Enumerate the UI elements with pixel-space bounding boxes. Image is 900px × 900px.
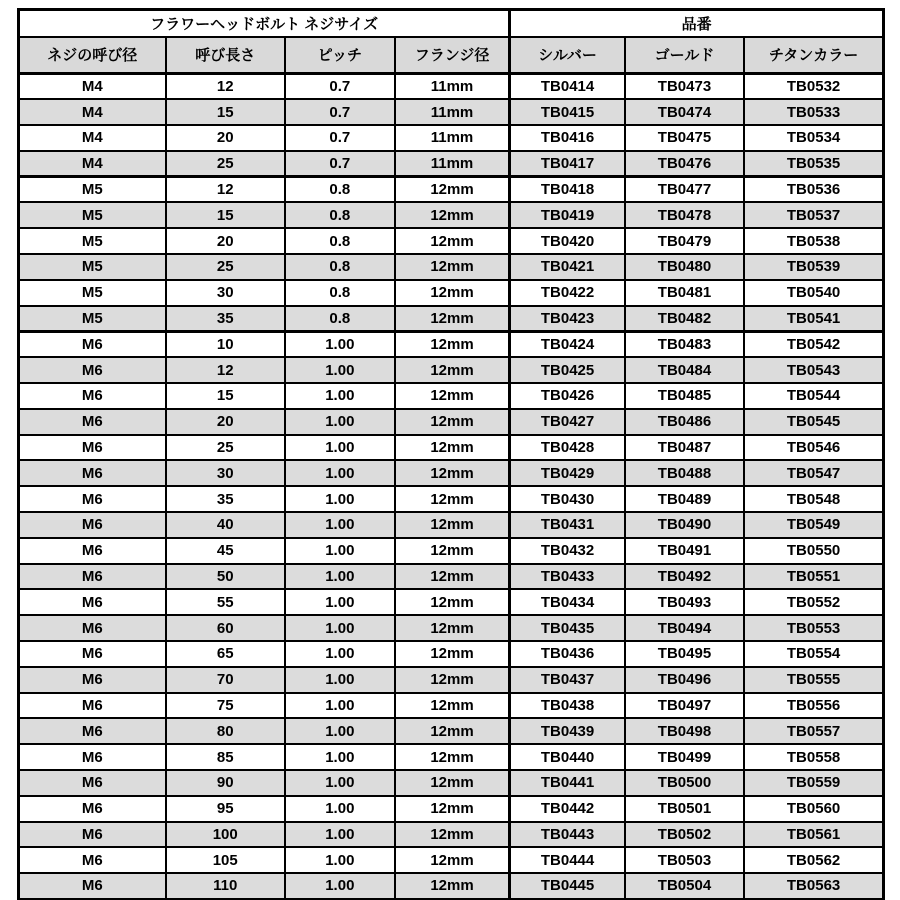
table-row <box>19 357 884 383</box>
cell-thread-size: M6 <box>19 822 166 848</box>
table-cell: TB0473 <box>625 74 744 100</box>
table-cell: 1.00 <box>285 564 395 590</box>
table-cell: TB0490 <box>625 512 744 538</box>
table-cell: 80 <box>166 718 285 744</box>
table-cell: TB0476 <box>625 151 744 177</box>
table-row <box>19 280 884 306</box>
table-cell: TB0499 <box>625 744 744 770</box>
table-cell: 1.00 <box>285 538 395 564</box>
table-cell: TB0502 <box>625 822 744 848</box>
table-row <box>19 770 884 796</box>
table-cell: TB0445 <box>510 873 625 899</box>
table-cell: 12mm <box>395 847 510 873</box>
table-cell: 12mm <box>395 306 510 332</box>
table-cell: TB0552 <box>744 589 883 615</box>
table-cell: 12mm <box>395 486 510 512</box>
cell-thread-size: M5 <box>19 280 166 306</box>
table-row <box>19 822 884 848</box>
table-cell: 0.7 <box>285 151 395 177</box>
cell-thread-size: M6 <box>19 796 166 822</box>
table-cell: TB0488 <box>625 460 744 486</box>
col-header-silver: シルバー <box>510 37 625 74</box>
table-header <box>19 10 884 74</box>
table-cell: 1.00 <box>285 667 395 693</box>
table-cell: 12mm <box>395 641 510 667</box>
table-cell: 12mm <box>395 796 510 822</box>
table-row <box>19 435 884 461</box>
cell-thread-size: M6 <box>19 589 166 615</box>
table-row <box>19 667 884 693</box>
table-cell: 11mm <box>395 151 510 177</box>
table-body <box>19 74 884 900</box>
table-cell: TB0440 <box>510 744 625 770</box>
table-cell: TB0491 <box>625 538 744 564</box>
table-row <box>19 538 884 564</box>
table-cell: TB0550 <box>744 538 883 564</box>
cell-thread-size: M5 <box>19 177 166 203</box>
table-cell: TB0444 <box>510 847 625 873</box>
cell-thread-size: M4 <box>19 151 166 177</box>
table-cell: 12mm <box>395 409 510 435</box>
table-cell: 11mm <box>395 99 510 125</box>
table-cell: TB0561 <box>744 822 883 848</box>
table-cell: TB0549 <box>744 512 883 538</box>
table-cell: TB0494 <box>625 615 744 641</box>
table-cell: 12mm <box>395 693 510 719</box>
table-cell: TB0539 <box>744 254 883 280</box>
table-cell: TB0480 <box>625 254 744 280</box>
table-cell: TB0547 <box>744 460 883 486</box>
table-row <box>19 125 884 151</box>
table-cell: 1.00 <box>285 873 395 899</box>
table-cell: 12mm <box>395 460 510 486</box>
table-cell: 12mm <box>395 177 510 203</box>
table-cell: TB0555 <box>744 667 883 693</box>
table-cell: TB0562 <box>744 847 883 873</box>
cell-thread-size: M6 <box>19 409 166 435</box>
table-cell: 12mm <box>395 770 510 796</box>
table-cell: 110 <box>166 873 285 899</box>
table-cell: TB0415 <box>510 99 625 125</box>
cell-thread-size: M6 <box>19 331 166 357</box>
table-cell: TB0548 <box>744 486 883 512</box>
table-row <box>19 383 884 409</box>
table-cell: TB0438 <box>510 693 625 719</box>
table-cell: 1.00 <box>285 615 395 641</box>
table-cell: 0.7 <box>285 125 395 151</box>
table-cell: TB0559 <box>744 770 883 796</box>
cell-thread-size: M6 <box>19 460 166 486</box>
cell-thread-size: M6 <box>19 641 166 667</box>
table-cell: TB0553 <box>744 615 883 641</box>
table-cell: 12mm <box>395 589 510 615</box>
table-cell: 12mm <box>395 254 510 280</box>
table-row <box>19 796 884 822</box>
table-row <box>19 151 884 177</box>
table-cell: TB0554 <box>744 641 883 667</box>
table-cell: TB0487 <box>625 435 744 461</box>
cell-thread-size: M5 <box>19 228 166 254</box>
table-cell: 15 <box>166 99 285 125</box>
table-row <box>19 641 884 667</box>
table-cell: 25 <box>166 254 285 280</box>
table-cell: TB0439 <box>510 718 625 744</box>
table-cell: 70 <box>166 667 285 693</box>
table-cell: 45 <box>166 538 285 564</box>
table-cell: 1.00 <box>285 512 395 538</box>
table-cell: 1.00 <box>285 744 395 770</box>
table-cell: TB0443 <box>510 822 625 848</box>
table-cell: TB0434 <box>510 589 625 615</box>
table-cell: TB0435 <box>510 615 625 641</box>
table-cell: TB0417 <box>510 151 625 177</box>
table-cell: TB0483 <box>625 331 744 357</box>
table-row <box>19 847 884 873</box>
table-cell: TB0414 <box>510 74 625 100</box>
cell-thread-size: M6 <box>19 873 166 899</box>
table-cell: 12 <box>166 74 285 100</box>
table-cell: TB0544 <box>744 383 883 409</box>
table-cell: TB0546 <box>744 435 883 461</box>
cell-thread-size: M6 <box>19 486 166 512</box>
table-cell: 1.00 <box>285 770 395 796</box>
group-header-row <box>19 10 884 37</box>
table-cell: TB0542 <box>744 331 883 357</box>
table-cell: 25 <box>166 151 285 177</box>
table-cell: TB0421 <box>510 254 625 280</box>
table-cell: 105 <box>166 847 285 873</box>
table-cell: 0.7 <box>285 99 395 125</box>
table-cell: TB0429 <box>510 460 625 486</box>
table-cell: TB0556 <box>744 693 883 719</box>
table-cell: 1.00 <box>285 641 395 667</box>
table-cell: 20 <box>166 125 285 151</box>
table-cell: TB0486 <box>625 409 744 435</box>
table-cell: 10 <box>166 331 285 357</box>
table-cell: 0.8 <box>285 228 395 254</box>
col-header-thread-diameter: ネジの呼び径 <box>19 37 166 74</box>
table-cell: TB0426 <box>510 383 625 409</box>
table-cell: TB0537 <box>744 202 883 228</box>
table-cell: TB0436 <box>510 641 625 667</box>
cell-thread-size: M6 <box>19 667 166 693</box>
table-cell: 12mm <box>395 202 510 228</box>
table-row <box>19 177 884 203</box>
table-row <box>19 228 884 254</box>
table-cell: TB0425 <box>510 357 625 383</box>
table-cell: TB0540 <box>744 280 883 306</box>
table-cell: 1.00 <box>285 357 395 383</box>
table-cell: 95 <box>166 796 285 822</box>
table-cell: 1.00 <box>285 409 395 435</box>
cell-thread-size: M4 <box>19 125 166 151</box>
cell-thread-size: M5 <box>19 306 166 332</box>
cell-thread-size: M6 <box>19 357 166 383</box>
table-cell: 12mm <box>395 744 510 770</box>
table-cell: TB0484 <box>625 357 744 383</box>
table-cell: 12mm <box>395 718 510 744</box>
table-cell: TB0437 <box>510 667 625 693</box>
cell-thread-size: M6 <box>19 564 166 590</box>
table-cell: 11mm <box>395 125 510 151</box>
table-cell: TB0442 <box>510 796 625 822</box>
table-cell: 1.00 <box>285 847 395 873</box>
table-row <box>19 409 884 435</box>
table-cell: 1.00 <box>285 693 395 719</box>
table-cell: TB0492 <box>625 564 744 590</box>
table-row <box>19 615 884 641</box>
cell-thread-size: M6 <box>19 383 166 409</box>
table-cell: 15 <box>166 202 285 228</box>
table-cell: 1.00 <box>285 822 395 848</box>
table-row <box>19 486 884 512</box>
table-cell: 30 <box>166 460 285 486</box>
table-cell: TB0504 <box>625 873 744 899</box>
table-cell: 30 <box>166 280 285 306</box>
table-cell: 12mm <box>395 435 510 461</box>
table-cell: TB0432 <box>510 538 625 564</box>
table-cell: TB0551 <box>744 564 883 590</box>
col-header-flange-diameter: フランジ径 <box>395 37 510 74</box>
table-cell: 12mm <box>395 383 510 409</box>
table-row <box>19 74 884 100</box>
table-cell: TB0489 <box>625 486 744 512</box>
table-cell: 55 <box>166 589 285 615</box>
table-cell: TB0420 <box>510 228 625 254</box>
table-cell: 11mm <box>395 74 510 100</box>
table-cell: 0.8 <box>285 280 395 306</box>
col-header-length: 呼び長さ <box>166 37 285 74</box>
table-cell: TB0424 <box>510 331 625 357</box>
table-cell: TB0418 <box>510 177 625 203</box>
cell-thread-size: M6 <box>19 538 166 564</box>
table-cell: TB0495 <box>625 641 744 667</box>
col-header-titanium-color: チタンカラー <box>744 37 883 74</box>
table-row <box>19 202 884 228</box>
table-cell: 12mm <box>395 331 510 357</box>
table-cell: TB0422 <box>510 280 625 306</box>
table-row <box>19 589 884 615</box>
table-cell: TB0503 <box>625 847 744 873</box>
table-cell: 12mm <box>395 228 510 254</box>
cell-thread-size: M5 <box>19 254 166 280</box>
cell-thread-size: M6 <box>19 693 166 719</box>
table-cell: TB0475 <box>625 125 744 151</box>
table-cell: TB0536 <box>744 177 883 203</box>
table-cell: TB0478 <box>625 202 744 228</box>
table-cell: 1.00 <box>285 383 395 409</box>
table-cell: TB0485 <box>625 383 744 409</box>
table-row <box>19 873 884 899</box>
table-cell: TB0563 <box>744 873 883 899</box>
table-row <box>19 99 884 125</box>
col-header-pitch: ピッチ <box>285 37 395 74</box>
table-row <box>19 564 884 590</box>
table-cell: 1.00 <box>285 718 395 744</box>
table-row <box>19 331 884 357</box>
table-cell: TB0533 <box>744 99 883 125</box>
table-cell: TB0498 <box>625 718 744 744</box>
table-cell: 1.00 <box>285 486 395 512</box>
table-cell: TB0496 <box>625 667 744 693</box>
table-cell: 75 <box>166 693 285 719</box>
table-cell: 1.00 <box>285 460 395 486</box>
table-cell: TB0543 <box>744 357 883 383</box>
table-cell: TB0534 <box>744 125 883 151</box>
table-cell: TB0423 <box>510 306 625 332</box>
table-cell: TB0497 <box>625 693 744 719</box>
table-cell: 0.8 <box>285 306 395 332</box>
col-header-gold: ゴールド <box>625 37 744 74</box>
table-cell: TB0532 <box>744 74 883 100</box>
table-cell: 15 <box>166 383 285 409</box>
table-cell: 1.00 <box>285 589 395 615</box>
table-cell: 60 <box>166 615 285 641</box>
table-cell: 12mm <box>395 873 510 899</box>
table-row <box>19 512 884 538</box>
cell-thread-size: M4 <box>19 99 166 125</box>
table-row <box>19 718 884 744</box>
table-row <box>19 460 884 486</box>
table-cell: 50 <box>166 564 285 590</box>
table-cell: 12 <box>166 357 285 383</box>
group-header-screw-size: フラワーヘッドボルト ネジサイズ <box>19 10 510 37</box>
table-cell: TB0431 <box>510 512 625 538</box>
cell-thread-size: M6 <box>19 718 166 744</box>
table-cell: 1.00 <box>285 796 395 822</box>
table-cell: 12mm <box>395 538 510 564</box>
table-cell: 12mm <box>395 280 510 306</box>
cell-thread-size: M6 <box>19 435 166 461</box>
table-cell: TB0535 <box>744 151 883 177</box>
table-row <box>19 693 884 719</box>
table-cell: 0.8 <box>285 202 395 228</box>
table-cell: TB0441 <box>510 770 625 796</box>
table-cell: 35 <box>166 306 285 332</box>
table-cell: TB0430 <box>510 486 625 512</box>
group-header-part-number: 品番 <box>510 10 884 37</box>
table-cell: 12mm <box>395 667 510 693</box>
table-cell: TB0474 <box>625 99 744 125</box>
table-cell: 12 <box>166 177 285 203</box>
table-cell: 25 <box>166 435 285 461</box>
table-cell: TB0433 <box>510 564 625 590</box>
table-cell: TB0541 <box>744 306 883 332</box>
spec-table <box>17 8 885 900</box>
table-cell: TB0501 <box>625 796 744 822</box>
table-cell: 12mm <box>395 615 510 641</box>
table-cell: TB0419 <box>510 202 625 228</box>
table-cell: 100 <box>166 822 285 848</box>
table-cell: 35 <box>166 486 285 512</box>
table-cell: TB0482 <box>625 306 744 332</box>
cell-thread-size: M6 <box>19 744 166 770</box>
table-cell: TB0481 <box>625 280 744 306</box>
table-cell: 0.8 <box>285 254 395 280</box>
cell-thread-size: M6 <box>19 615 166 641</box>
cell-thread-size: M4 <box>19 74 166 100</box>
table-row <box>19 254 884 280</box>
table-cell: TB0538 <box>744 228 883 254</box>
table-cell: TB0500 <box>625 770 744 796</box>
table-cell: 1.00 <box>285 435 395 461</box>
table-cell: 85 <box>166 744 285 770</box>
table-cell: TB0427 <box>510 409 625 435</box>
cell-thread-size: M6 <box>19 512 166 538</box>
table-cell: 90 <box>166 770 285 796</box>
cell-thread-size: M5 <box>19 202 166 228</box>
table-cell: TB0493 <box>625 589 744 615</box>
cell-thread-size: M6 <box>19 847 166 873</box>
cell-thread-size: M6 <box>19 770 166 796</box>
table-row <box>19 744 884 770</box>
table-cell: TB0479 <box>625 228 744 254</box>
table-cell: 12mm <box>395 564 510 590</box>
table-cell: 1.00 <box>285 331 395 357</box>
table-cell: TB0557 <box>744 718 883 744</box>
table-cell: TB0416 <box>510 125 625 151</box>
table-cell: 20 <box>166 228 285 254</box>
table-cell: TB0560 <box>744 796 883 822</box>
table-cell: TB0558 <box>744 744 883 770</box>
column-header-row <box>19 37 884 74</box>
table-cell: 12mm <box>395 822 510 848</box>
table-cell: TB0477 <box>625 177 744 203</box>
table-cell: 65 <box>166 641 285 667</box>
table-row <box>19 306 884 332</box>
table-cell: TB0545 <box>744 409 883 435</box>
table-cell: 40 <box>166 512 285 538</box>
table-cell: 20 <box>166 409 285 435</box>
table-cell: 12mm <box>395 357 510 383</box>
table-cell: 0.8 <box>285 177 395 203</box>
table-cell: 0.7 <box>285 74 395 100</box>
table-cell: 12mm <box>395 512 510 538</box>
table-cell: TB0428 <box>510 435 625 461</box>
